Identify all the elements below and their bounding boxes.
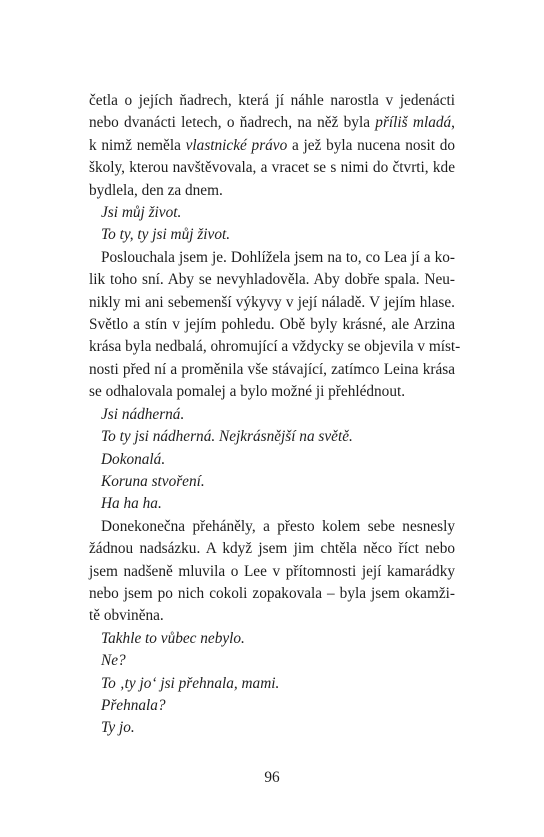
text-line: k nimž neměla vlastnické právo a jež byla nucena nosit do <box>89 136 456 154</box>
italic-line: Jsi nádherná. <box>101 405 185 423</box>
italic-line: Koruna stvoření. <box>101 472 205 490</box>
text-line: školy, kterou navštěvovala, a vracet se s nimi do čtvrti, kde <box>89 159 455 177</box>
italic-line: Přehnala? <box>101 696 166 714</box>
text-line: Světlo a stín v jejím pohledu. Obě byly krásné, ale Arzina <box>89 316 455 334</box>
text-line: nikly mi ani sebemenší výkyvy v její náladě. V jejím hlase. <box>89 293 455 311</box>
italic-line: Dokonalá. <box>101 450 166 468</box>
text-line: bydlela, den za dnem. <box>89 181 223 199</box>
text-line: žádnou nadsázku. A když jsem jim chtěla něco říct nebo <box>89 540 455 558</box>
text-line: nebo dvanácti letech, o ňadrech, na něž byla příliš mladá, <box>89 114 455 132</box>
text-line: tě obviněna. <box>89 607 164 625</box>
text-line: krása byla nedbalá, ohromující a vždycky se objevila v míst- <box>89 338 461 356</box>
italic-line: To ty, ty jsi můj život. <box>101 226 231 244</box>
italic-line: Jsi můj život. <box>101 204 182 222</box>
text-line: četla o jejích ňadrech, která jí náhle narostla v jedenácti <box>89 92 455 109</box>
text-line: Donekonečna přeháněly, a přesto kolem sebe nesnesly <box>101 517 455 535</box>
italic-line: To ‚ty jo‘ jsi přehnala, mami. <box>101 674 280 692</box>
italic-line: To ty jsi nádherná. Nejkrásnější na světě. <box>101 428 353 446</box>
italic-line: Ha ha ha. <box>101 495 162 513</box>
text-line: Poslouchala jsem je. Dohlížela jsem na to, co Lea jí a ko- <box>101 248 455 266</box>
italic-line: Ty jo. <box>101 719 135 737</box>
italic-line: Ne? <box>101 652 126 670</box>
text-line: lik toho sní. Aby se nevyhladověla. Aby dobře spala. Neu- <box>89 271 455 289</box>
italic-line: Takhle to vůbec nebylo. <box>101 629 245 647</box>
page-number: 96 <box>264 769 280 786</box>
text-line: jsem nadšeně mluvila o Lee v přítomnosti její kamarádky <box>89 562 455 580</box>
text-line: se odhalovala pomalej a bylo možné ji přehlédnout. <box>89 383 406 401</box>
body-text <box>89 90 461 740</box>
text-line: nosti před ní a proměnila vše stávající, zatímco Leina krása <box>89 360 455 378</box>
text-line: nebo jsem po nich cokoli zopakovala – byla jsem okamži- <box>89 584 455 602</box>
